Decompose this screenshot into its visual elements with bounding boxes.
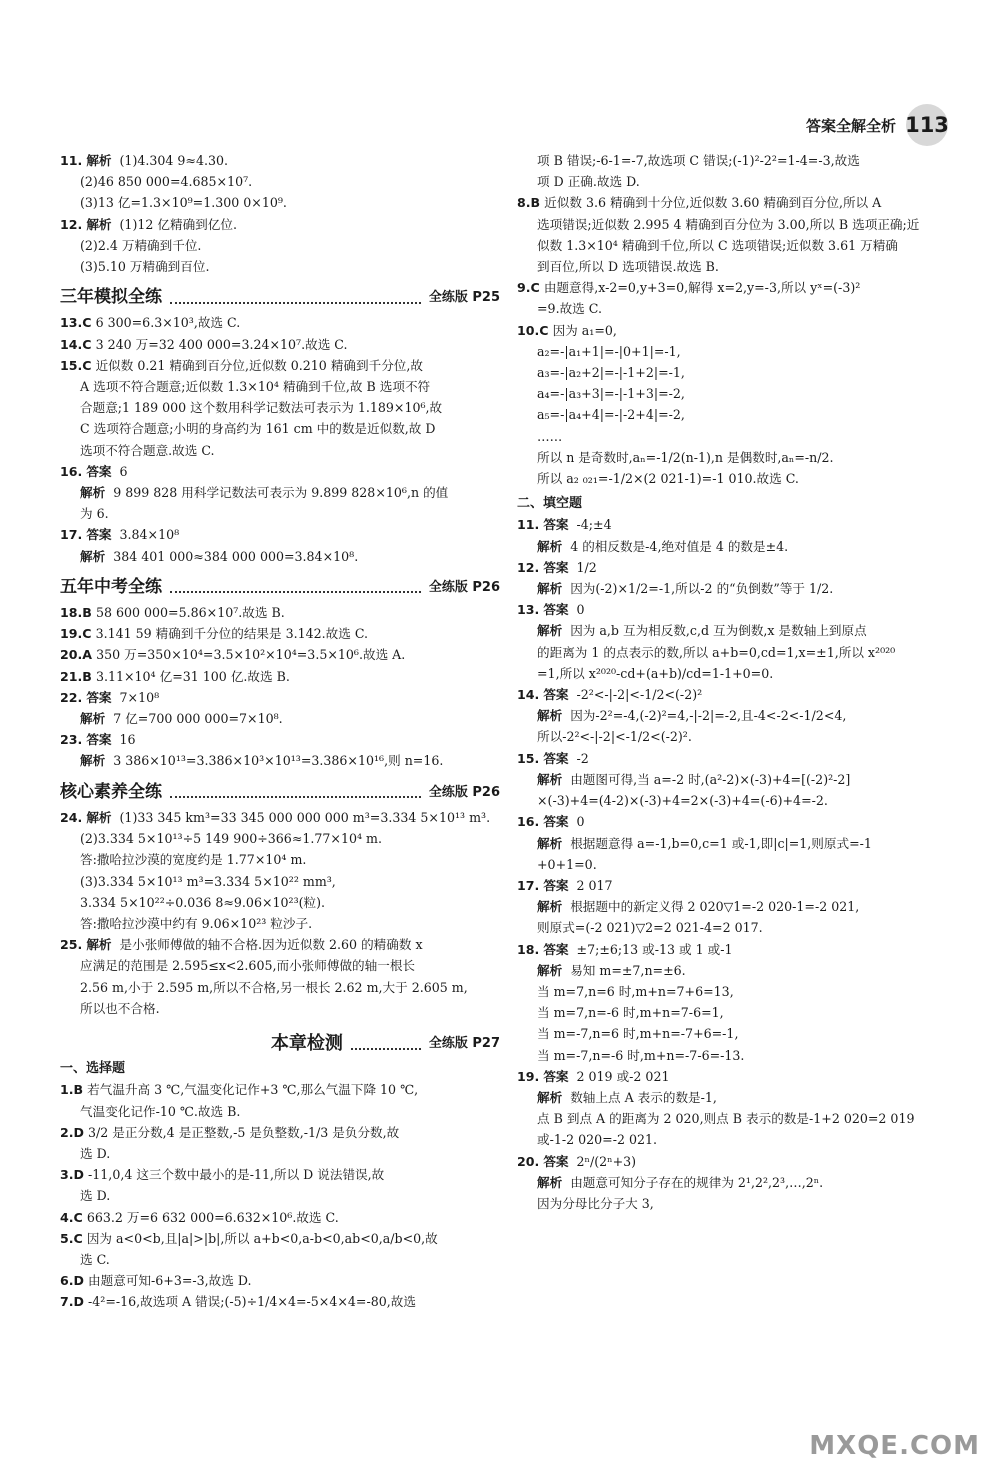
answer-text: 3.11×10⁴ 亿=31 100 亿.故选 B. bbox=[95, 668, 290, 684]
answer-line bbox=[517, 960, 954, 981]
answer-line bbox=[517, 383, 954, 404]
section-title: 三年模拟全练 bbox=[60, 287, 162, 308]
answer-line bbox=[517, 917, 954, 938]
answer-line bbox=[60, 644, 500, 665]
question-number: 18.B bbox=[60, 605, 92, 621]
answer-text: 3 386×10¹³=3.386×10³×10¹³=3.386×10¹⁶,则 n=16. bbox=[113, 753, 444, 769]
answer-label: 解析 bbox=[537, 581, 563, 597]
answer-label: 答案 bbox=[86, 527, 112, 543]
answer-text: (1)4.304 9≈4.30. bbox=[119, 153, 229, 168]
answer-label: 解析 bbox=[80, 753, 106, 769]
answer-text: 当 m=7,n=-6 时,m+n=7-6=1, bbox=[537, 1005, 724, 1021]
answer-line bbox=[517, 150, 954, 171]
answer-line bbox=[517, 1172, 954, 1193]
answer-label: 答案 bbox=[86, 463, 112, 479]
answer-text: (2)3.334 5×10¹³÷5 149 900÷366≈1.77×10⁴ m. bbox=[80, 831, 382, 847]
question-number: 12. bbox=[60, 216, 83, 232]
answer-line bbox=[517, 663, 954, 684]
question-number: 13.C bbox=[60, 315, 92, 331]
question-number: 24. bbox=[60, 809, 83, 825]
chapter-title: 本章检测 bbox=[270, 1032, 343, 1054]
answer-line bbox=[517, 981, 954, 1002]
answer-text: 4 的相反数是-4,绝对值是 4 的数是±4. bbox=[570, 538, 789, 554]
answer-line bbox=[517, 811, 954, 832]
answer-line bbox=[517, 939, 954, 960]
answer-line bbox=[517, 256, 954, 277]
answer-text: 663.2 万=6 632 000=6.632×10⁶.故选 C. bbox=[86, 1209, 339, 1225]
answer-line bbox=[60, 418, 500, 439]
answer-line bbox=[60, 955, 500, 976]
answer-label: 解析 bbox=[80, 711, 106, 727]
answer-text: 3 240 万=32 400 000=3.24×10⁷.故选 C. bbox=[95, 336, 348, 352]
answer-line bbox=[60, 1143, 500, 1164]
question-number: 23. bbox=[60, 732, 83, 748]
question-number: 1.B bbox=[60, 1082, 84, 1098]
answer-text: -2 bbox=[576, 750, 589, 766]
answer-text: 384 401 000≈384 000 000=3.84×10⁸. bbox=[113, 548, 359, 564]
answer-text: -4;±4 bbox=[576, 517, 612, 533]
question-number: 20.A bbox=[60, 647, 93, 663]
answer-line bbox=[517, 536, 954, 557]
answer-line bbox=[517, 320, 954, 341]
answer-line bbox=[517, 514, 954, 535]
answer-line bbox=[517, 790, 954, 811]
answer-label: 解析 bbox=[537, 538, 563, 554]
answer-text: 的距离为 1 的点表示的数,所以 a+b=0,cd=1,x=±1,所以 x²⁰²⁰ bbox=[537, 644, 896, 660]
answer-line bbox=[60, 750, 500, 771]
answer-text: +0+1=0. bbox=[537, 856, 597, 872]
answer-line bbox=[60, 849, 500, 870]
section-leader-dots bbox=[170, 786, 421, 798]
answer-label: 解析 bbox=[86, 153, 112, 168]
answer-line bbox=[60, 1122, 500, 1143]
question-number: 14.C bbox=[60, 336, 92, 352]
answer-text: 7×10⁸ bbox=[119, 689, 160, 705]
answer-label: 解析 bbox=[537, 835, 563, 851]
answer-line bbox=[60, 998, 500, 1019]
answer-line bbox=[517, 705, 954, 726]
answer-text: C 选项符合题意;小明的身高约为 161 cm 中的数是近似数,故 D bbox=[80, 421, 436, 437]
answer-text: (2)46 850 000=4.685×10⁷. bbox=[80, 174, 253, 190]
answer-line bbox=[517, 769, 954, 790]
answer-line bbox=[60, 482, 500, 503]
answer-text: 所以 a₂ ₀₂₁=-1/2×(2 021-1)=-1 010.故选 C. bbox=[537, 471, 799, 487]
answer-line bbox=[60, 828, 500, 849]
section-title: 核心素养全练 bbox=[60, 781, 162, 802]
answer-label: 答案 bbox=[543, 877, 569, 893]
answer-line bbox=[60, 171, 500, 192]
answer-line bbox=[517, 833, 954, 854]
section-header bbox=[60, 782, 500, 803]
answer-line bbox=[60, 546, 500, 567]
answer-line bbox=[60, 1270, 500, 1291]
question-number: 15. bbox=[517, 750, 540, 766]
section-leader-dots bbox=[170, 292, 421, 304]
question-number: 3.D bbox=[60, 1167, 85, 1183]
answer-line bbox=[517, 1087, 954, 1108]
answer-text: 由题图可得,当 a=-2 时,(a²-2)×(-3)+4=[(-2)²-2] bbox=[570, 771, 851, 787]
answer-line bbox=[60, 602, 500, 623]
answer-line bbox=[60, 503, 500, 524]
answer-line bbox=[517, 404, 954, 425]
answer-text: (1)33 345 km³=33 345 000 000 000 m³=3.334 5×10¹³ m³. bbox=[119, 809, 491, 825]
answer-line bbox=[60, 892, 500, 913]
answer-label: 答案 bbox=[543, 1153, 569, 1169]
answer-line bbox=[60, 1228, 500, 1249]
answer-line bbox=[517, 192, 954, 213]
answer-line bbox=[60, 1185, 500, 1206]
answer-text: a₄=-|a₃+3|=-|-1+3|=-2, bbox=[537, 386, 685, 402]
answer-text: (2)2.4 万精确到千位. bbox=[80, 237, 202, 253]
answer-line bbox=[517, 599, 954, 620]
answer-line bbox=[60, 440, 500, 461]
answer-label: 答案 bbox=[543, 517, 569, 533]
question-number: 15.C bbox=[60, 357, 92, 373]
section-title: 五年中考全练 bbox=[60, 576, 162, 597]
answer-line bbox=[517, 1066, 954, 1087]
answer-text: 根据题中的新定义得 2 020▽1=-2 020-1=-2 021, bbox=[570, 899, 860, 915]
answer-label: 解析 bbox=[86, 216, 112, 232]
question-number: 13. bbox=[517, 602, 540, 618]
answer-label: 答案 bbox=[543, 941, 569, 957]
answer-line bbox=[517, 1193, 954, 1214]
answer-line bbox=[60, 192, 500, 213]
answer-line bbox=[60, 461, 500, 482]
answer-text: 应满足的范围是 2.595≤x<2.605,而小张师傅做的轴一根长 bbox=[80, 958, 416, 974]
answer-text: 3.334 5×10²²÷0.036 8≈9.06×10²³(粒). bbox=[80, 894, 326, 910]
answer-label: 答案 bbox=[543, 559, 569, 575]
answer-label: 解析 bbox=[537, 899, 563, 915]
answer-text: 3.141 59 精确到千分位的结果是 3.142.故选 C. bbox=[95, 626, 369, 642]
answer-line bbox=[60, 524, 500, 545]
answer-line bbox=[517, 1129, 954, 1150]
question-number: 6.D bbox=[60, 1273, 85, 1289]
answer-line bbox=[517, 854, 954, 875]
answer-text: 易知 m=±7,n=±6. bbox=[570, 962, 686, 978]
question-number: 21.B bbox=[60, 668, 92, 684]
answer-line bbox=[60, 913, 500, 934]
answer-line bbox=[517, 1023, 954, 1044]
answer-text: 当 m=7,n=6 时,m+n=7+6=13, bbox=[537, 983, 734, 999]
answer-line bbox=[517, 1045, 954, 1066]
answer-text: a₂=-|a₁+1|=-|0+1|=-1, bbox=[537, 343, 681, 359]
answer-text: (1)12 亿精确到亿位. bbox=[119, 216, 237, 232]
answer-line bbox=[517, 1002, 954, 1023]
answer-text: 因为 a,b 互为相反数,c,d 互为倒数,x 是数轴上到原点 bbox=[570, 623, 867, 639]
subsection-title: 二、填空题 bbox=[517, 496, 583, 512]
answer-label: 解析 bbox=[86, 937, 112, 953]
answer-line bbox=[517, 426, 954, 447]
answer-text: -2²<-|-2|<-1/2<(-2)² bbox=[576, 687, 703, 703]
answer-text: =1,所以 x²⁰²⁰-cd+(a+b)/cd=1-1+0=0. bbox=[537, 665, 774, 681]
answer-text: 0 bbox=[576, 602, 585, 618]
answer-text: 1/2 bbox=[576, 559, 597, 575]
section-page-ref: 全练版 P26 bbox=[428, 784, 500, 800]
answer-text: 似数 1.3×10⁴ 精确到千位,所以 C 选项错误;近似数 3.61 万精确 bbox=[537, 237, 898, 253]
answer-text: 因为-2²=-4,(-2)²=4,-|-2|=-2,且-4<-2<-1/2<4, bbox=[570, 708, 847, 724]
question-number: 20. bbox=[517, 1153, 540, 1169]
answer-text: -4²=-16,故选项 A 错误;(-5)÷1/4×4=-5×4×4=-80,故选 bbox=[88, 1294, 416, 1310]
section-leader-dots bbox=[170, 581, 421, 593]
answer-line bbox=[60, 312, 500, 333]
answer-text: 7 亿=700 000 000=7×10⁸. bbox=[113, 711, 283, 727]
answer-text: 350 万=350×10⁴=3.5×10²×10⁴=3.5×10⁶.故选 A. bbox=[96, 647, 406, 663]
answer-text: (3)3.334 5×10¹³ m³=3.334 5×10²² mm³, bbox=[80, 873, 336, 889]
answer-line bbox=[60, 355, 500, 376]
answer-line bbox=[60, 729, 500, 750]
answer-label: 解析 bbox=[537, 708, 563, 724]
answer-line bbox=[517, 362, 954, 383]
answer-text: 答:撒哈拉沙漠的宽度约是 1.77×10⁴ m. bbox=[80, 852, 307, 868]
right-column bbox=[517, 150, 954, 1214]
section-header bbox=[60, 287, 500, 308]
answer-text: 由题意得,x-2=0,y+3=0,解得 x=2,y=-3,所以 yˣ=(-3)² bbox=[543, 280, 861, 296]
answer-text: 2ⁿ/(2ⁿ+3) bbox=[576, 1153, 637, 1169]
answer-text: ±7;±6;13 或-13 或 1 或-1 bbox=[576, 941, 733, 957]
answer-text: 则原式=(-2 021)▽2=2 021-4=2 017. bbox=[537, 920, 763, 936]
answer-text: 选项错误;近似数 2.995 4 精确到百分位为 3.00,所以 B 选项正确;近 bbox=[537, 216, 920, 232]
answer-text: 选 C. bbox=[80, 1251, 110, 1267]
answer-label: 解析 bbox=[80, 485, 106, 501]
question-number: 12. bbox=[517, 559, 540, 575]
answer-line bbox=[517, 1108, 954, 1129]
question-number: 7.D bbox=[60, 1294, 85, 1310]
question-number: 14. bbox=[517, 687, 540, 703]
answer-line bbox=[60, 214, 500, 235]
answer-label: 解析 bbox=[537, 623, 563, 639]
answer-line bbox=[60, 708, 500, 729]
answer-text: 气温变化记作-10 ℃.故选 B. bbox=[80, 1103, 241, 1119]
answer-label: 解析 bbox=[537, 1089, 563, 1105]
question-number: 17. bbox=[517, 877, 540, 893]
answer-line bbox=[517, 1151, 954, 1172]
answer-text: 选项不符合题意.故选 C. bbox=[80, 442, 215, 458]
answer-text: 16 bbox=[119, 732, 136, 748]
question-number: 11. bbox=[60, 153, 83, 168]
question-number: 10.C bbox=[517, 322, 549, 338]
question-number: 5.C bbox=[60, 1230, 83, 1246]
page-number: 113 bbox=[906, 104, 948, 146]
answer-label: 解析 bbox=[80, 548, 106, 564]
answer-text: a₃=-|a₂+2|=-|-1+2|=-1, bbox=[537, 365, 685, 381]
answer-text: 由题意可知-6+3=-3,故选 D. bbox=[88, 1273, 252, 1289]
answer-text: 项 D 正确.故选 D. bbox=[537, 174, 640, 190]
answer-text: 9 899 828 用科学记数法可表示为 9.899 828×10⁶,n 的值 bbox=[113, 485, 449, 501]
answer-line bbox=[517, 235, 954, 256]
answer-line bbox=[60, 334, 500, 355]
answer-label: 解析 bbox=[86, 809, 112, 825]
answer-text: 是小张师傅做的轴不合格.因为近似数 2.60 的精确数 x bbox=[119, 937, 423, 953]
answer-line bbox=[517, 748, 954, 769]
answer-line bbox=[60, 1079, 500, 1100]
answer-text: 所以也不合格. bbox=[80, 1000, 160, 1016]
section-page-ref: 全练版 P26 bbox=[428, 579, 500, 595]
answer-label: 答案 bbox=[543, 602, 569, 618]
answer-line bbox=[60, 256, 500, 277]
answer-line bbox=[517, 298, 954, 319]
watermark-logo: MXQE.COM bbox=[809, 1431, 980, 1461]
answer-label: 答案 bbox=[543, 814, 569, 830]
answer-text: 答:撒哈拉沙漠中约有 9.06×10²³ 粒沙子. bbox=[80, 915, 313, 931]
answer-line bbox=[517, 341, 954, 362]
answer-text: 合题意;1 189 000 这个数用科学记数法可表示为 1.189×10⁶,故 bbox=[80, 400, 443, 416]
answer-line bbox=[517, 171, 954, 192]
answer-text: a₅=-|a₄+4|=-|-2+4|=-2, bbox=[537, 407, 685, 423]
answer-text: 3.84×10⁸ bbox=[119, 527, 180, 543]
answer-text: (3)5.10 万精确到百位. bbox=[80, 259, 210, 275]
chapter-page-ref: 全练版 P27 bbox=[428, 1035, 500, 1051]
question-number: 11. bbox=[517, 517, 540, 533]
question-number: 25. bbox=[60, 937, 83, 953]
answer-label: 解析 bbox=[537, 962, 563, 978]
question-number: 2.D bbox=[60, 1124, 85, 1140]
answer-text: 到百位,所以 D 选项错误.故选 B. bbox=[537, 259, 719, 275]
question-number: 19.C bbox=[60, 626, 92, 642]
answer-line bbox=[60, 807, 500, 828]
answer-line bbox=[60, 666, 500, 687]
answer-line bbox=[60, 150, 500, 171]
answer-line bbox=[60, 977, 500, 998]
answer-text: …… bbox=[537, 428, 563, 444]
answer-text: 近似数 3.6 精确到十分位,近似数 3.60 精确到百分位,所以 A bbox=[544, 195, 882, 211]
answer-text: 2 017 bbox=[576, 877, 613, 893]
answer-text: 根据题意得 a=-1,b=0,c=1 或-1,即|c|=1,则原式=-1 bbox=[570, 835, 872, 851]
answer-text: 因为 a₁=0, bbox=[552, 322, 617, 338]
answer-text: 近似数 0.21 精确到百分位,近似数 0.210 精确到千分位,故 bbox=[95, 357, 423, 373]
question-number: 19. bbox=[517, 1068, 540, 1084]
subsection-title: 一、选择题 bbox=[60, 1061, 126, 1077]
left-column bbox=[60, 150, 500, 1313]
page-header bbox=[806, 104, 948, 146]
answer-text: 所以 n 是奇数时,aₙ=-1/2(n-1),n 是偶数时,aₙ=-n/2. bbox=[537, 449, 834, 465]
answer-text: 58 600 000=5.86×10⁷.故选 B. bbox=[95, 605, 285, 621]
answer-line bbox=[517, 642, 954, 663]
answer-line bbox=[517, 875, 954, 896]
chapter-leader-dots bbox=[351, 1038, 421, 1050]
answer-line bbox=[517, 684, 954, 705]
answer-text: 为 6. bbox=[80, 506, 109, 522]
section-page-ref: 全练版 P25 bbox=[428, 290, 500, 306]
answer-line bbox=[517, 468, 954, 489]
answer-text: 选 D. bbox=[80, 1145, 111, 1161]
question-number: 17. bbox=[60, 527, 83, 543]
answer-text: 所以-2²<-|-2|<-1/2<(-2)². bbox=[537, 729, 692, 745]
answer-text: A 选项不符合题意;近似数 1.3×10⁴ 精确到千位,故 B 选项不符 bbox=[80, 379, 431, 395]
question-number: 16. bbox=[517, 814, 540, 830]
question-number: 22. bbox=[60, 689, 83, 705]
answer-line bbox=[60, 1164, 500, 1185]
answer-label: 答案 bbox=[86, 732, 112, 748]
answer-text: 3/2 是正分数,4 是正整数,-5 是负整数,-1/3 是负分数,故 bbox=[88, 1124, 400, 1140]
answer-text: 由题意可知分子存在的规律为 2¹,2²,2³,…,2ⁿ. bbox=[570, 1174, 824, 1190]
answer-label: 解析 bbox=[537, 771, 563, 787]
answer-line bbox=[517, 447, 954, 468]
chapter-header bbox=[60, 1033, 500, 1054]
answer-text: =9.故选 C. bbox=[537, 301, 602, 317]
answer-line bbox=[60, 235, 500, 256]
answer-text: 点 B 到点 A 的距离为 2 020,则点 B 表示的数是-1+2 020=2 019 bbox=[537, 1111, 915, 1127]
section-header bbox=[60, 577, 500, 598]
answer-line bbox=[60, 934, 500, 955]
answer-line bbox=[60, 1249, 500, 1270]
question-number: 9.C bbox=[517, 280, 540, 296]
question-number: 4.C bbox=[60, 1209, 83, 1225]
answer-text: 当 m=-7,n=-6 时,m+n=-7-6=-13. bbox=[537, 1047, 745, 1063]
question-number: 8.B bbox=[517, 195, 541, 211]
answer-line bbox=[517, 620, 954, 641]
answer-text: 6 300=6.3×10³,故选 C. bbox=[95, 315, 241, 331]
answer-line bbox=[60, 687, 500, 708]
answer-text: 若气温升高 3 ℃,气温变化记作+3 ℃,那么气温下降 10 ℃, bbox=[87, 1082, 419, 1098]
answer-line bbox=[517, 557, 954, 578]
answer-text: 2.56 m,小于 2.595 m,所以不合格,另一根长 2.62 m,大于 2.605 m, bbox=[80, 979, 468, 995]
answer-line bbox=[517, 726, 954, 747]
answer-text: 项 B 错误;-6-1=-7,故选项 C 错误;(-1)²-2²=1-4=-3,故选 bbox=[537, 153, 860, 168]
answer-line bbox=[517, 214, 954, 235]
answer-text: 当 m=-7,n=6 时,m+n=-7+6=-1, bbox=[537, 1026, 739, 1042]
question-number: 16. bbox=[60, 463, 83, 479]
answer-line bbox=[60, 1207, 500, 1228]
answer-text: 或-1-2 020=-2 021. bbox=[537, 1132, 658, 1148]
answer-line bbox=[60, 871, 500, 892]
answer-line bbox=[517, 896, 954, 917]
answer-label: 答案 bbox=[543, 750, 569, 766]
answer-line bbox=[60, 376, 500, 397]
answer-label: 答案 bbox=[543, 1068, 569, 1084]
answer-text: 选 D. bbox=[80, 1188, 111, 1204]
answer-text: ×(-3)+4=(4-2)×(-3)+4=2×(-3)+4=(-6)+4=-2. bbox=[537, 793, 828, 809]
answer-line bbox=[517, 277, 954, 298]
answer-text: (3)13 亿=1.3×10⁹=1.300 0×10⁹. bbox=[80, 195, 287, 211]
answer-text: 数轴上点 A 表示的数是-1, bbox=[570, 1089, 717, 1105]
answer-text: -11,0,4 这三个数中最小的是-11,所以 D 说法错误,故 bbox=[88, 1167, 385, 1183]
question-number: 18. bbox=[517, 941, 540, 957]
answer-label: 答案 bbox=[86, 689, 112, 705]
answer-line bbox=[60, 1101, 500, 1122]
answer-text: 0 bbox=[576, 814, 585, 830]
answer-text: 因为(-2)×1/2=-1,所以-2 的“负倒数”等于 1/2. bbox=[570, 581, 834, 597]
answer-line bbox=[60, 397, 500, 418]
answer-label: 答案 bbox=[543, 687, 569, 703]
answer-line bbox=[60, 1291, 500, 1312]
answer-text: 6 bbox=[119, 463, 128, 479]
answer-text: 因为 a<0<b,且|a|>|b|,所以 a+b<0,a-b<0,ab<0,a/b<0,故 bbox=[86, 1230, 438, 1246]
answer-line bbox=[517, 578, 954, 599]
answer-label: 解析 bbox=[537, 1174, 563, 1190]
header-title: 答案全解全析 bbox=[805, 116, 896, 135]
answer-text: 因为分母比分子大 3, bbox=[537, 1195, 654, 1211]
answer-text: 2 019 或-2 021 bbox=[576, 1068, 670, 1084]
answer-line bbox=[60, 623, 500, 644]
